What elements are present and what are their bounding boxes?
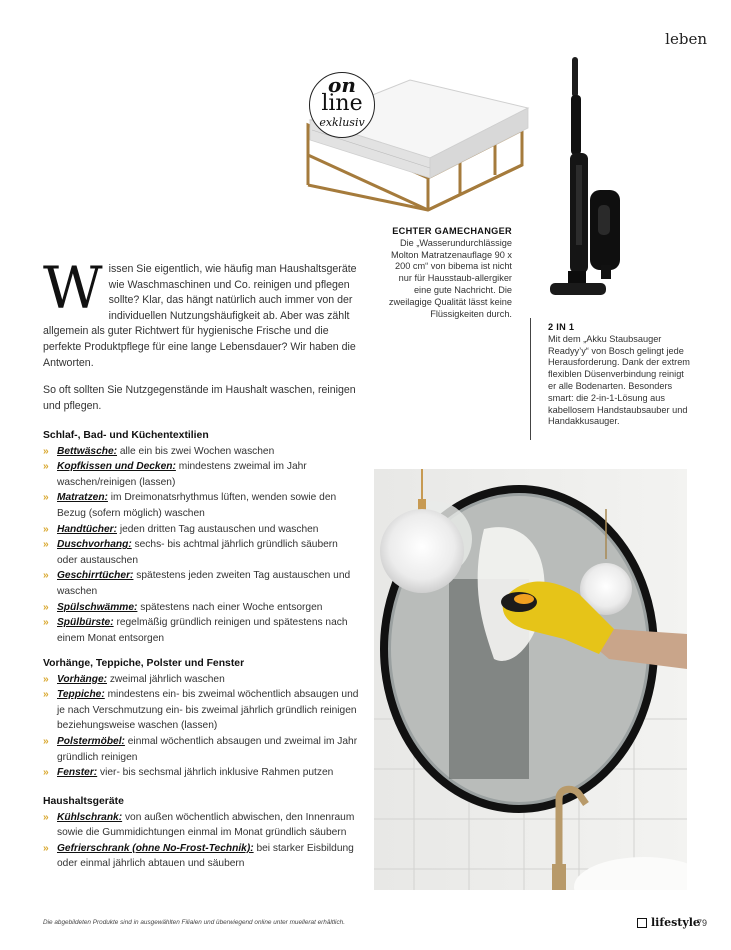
list-item: » Kopfkissen und Decken: mindestens zweimal im Jahr waschen/reinigen (lassen): [43, 461, 307, 488]
section-heading: Schlaf-, Bad- und Küchentextilien: [43, 430, 209, 441]
list-item: » Fenster: vier- bis sechsmal jährlich inklusive Rahmen putzen: [43, 765, 361, 781]
chevron-right-icon: »: [43, 673, 49, 685]
intro-text: issen Sie eigentlich, wie häufig man Haushaltsgeräte wie Waschmaschinen und Co. reinigen und pflegen sollte? Klar, das hängt natürlich auch immer von der individuellen Nutzungshäufigkeit ab. Aber was zählt allgemein als guter Richtwert für hygienische Frische und die perfekte Produktpflege für eine lange Lebensdauer? Wir haben die Antworten.: [43, 263, 357, 369]
product-caption-mattress: [380, 226, 512, 320]
chevron-right-icon: »: [43, 735, 49, 747]
list-item: » Bettwäsche: alle ein bis zwei Wochen waschen: [43, 444, 361, 460]
list-item: » Matratzen: im Dreimonatsrhythmus lüften, wenden sowie den Bezug (sofern möglich) waschen: [43, 492, 337, 519]
product-title: 2 IN 1: [548, 322, 575, 332]
product-caption-vacuum: [548, 322, 692, 428]
list-item: » Vorhänge: zweimal jährlich waschen: [43, 672, 361, 688]
section-heading: Vorhänge, Teppiche, Polster und Fenster: [43, 658, 245, 669]
chevron-right-icon: »: [43, 492, 49, 504]
chevron-right-icon: »: [43, 617, 49, 629]
section-heading: Haushaltsgeräte: [43, 796, 124, 807]
intro-subparagraph: So oft sollten Sie Nutzgegenstände im Haushalt waschen, reinigen und pflegen.: [43, 384, 356, 412]
intro-paragraph: [43, 254, 359, 371]
product-title: ECHTER GAMECHANGER: [392, 226, 512, 236]
list-item: » Spülschwämme: spätestens nach einer Woche entsorgen: [43, 600, 361, 616]
list-item: » Geschirrtücher: spätestens jeden zweiten Tag austauschen und waschen: [43, 570, 351, 597]
page-number: 79: [697, 918, 708, 928]
list-item: » Duschvorhang: sechs- bis achtmal jährlich gründlich säubern oder austauschen: [43, 539, 338, 566]
brand-name: lifestyle: [651, 916, 700, 929]
list-item: » Gefrierschrank (ohne No-Frost-Technik): bei starker Eisbildung oder einmal jährlich abtauen und säubern: [43, 842, 354, 870]
chevron-right-icon: »: [43, 539, 49, 551]
list-item: » Kühlschrank: von außen wöchentlich abwischen, den Innenraum sowie die Gummidichtungen einmal im Monat gründlich säubern: [43, 811, 355, 839]
chevron-right-icon: »: [43, 811, 49, 823]
section-label: leben: [665, 30, 707, 48]
badge-line-1: on: [328, 73, 356, 97]
section-appliances: [43, 794, 361, 872]
vacuum-product-image: [546, 55, 626, 310]
drop-cap: W: [43, 254, 103, 322]
chevron-right-icon: »: [43, 523, 49, 535]
product-description: Die „Wasserundurchlässige Molton Matratzenauflage 90 x 200 cm“ von bibema ist nicht nur für Hausstaub-allergiker eine gute Nachricht. Die zweilagige Qualität lässt keine Flüssigkeiten durch.: [388, 237, 512, 319]
section-curtains: [43, 656, 361, 781]
chevron-right-icon: »: [43, 689, 49, 701]
chevron-right-icon: »: [43, 842, 49, 854]
badge-line-2: line: [321, 91, 363, 116]
chevron-right-icon: »: [43, 601, 49, 613]
chevron-right-icon: »: [43, 767, 49, 779]
list-item: » Teppiche: mindestens ein- bis zweimal wöchentlich absaugen und je nach Verschmutzung ein- bis zweimal jährlich gründlich reinigen beziehungsweise waschen (lassen): [43, 689, 359, 732]
chevron-right-icon: »: [43, 570, 49, 582]
list-item: » Handtücher: jeden dritten Tag austauschen und waschen: [43, 522, 361, 538]
caption-divider: [530, 318, 531, 440]
list-item: » Spülbürste: regelmäßig gründlich reinigen und spätestens nach einem Monat entsorgen: [43, 617, 348, 644]
brand-logo-icon: [637, 918, 647, 928]
footnote: Die abgebildeten Produkte sind in ausgewählten Filialen und überwiegend online unter muellerat erhältlich.: [43, 919, 345, 926]
online-exclusive-badge: [309, 72, 375, 138]
badge-line-3: exklusiv: [319, 116, 365, 129]
product-description: Mit dem „Akku Staubsauger Readyy’y“ von Bosch gelingt jede Herausforderung. Dank der extrem flexiblen Düsenverbindung reinigt er alle Bodenarten. Besonders smart: die 2-in-1-Lösung aus kabellosem Handstaubsauber und Handakkusauger.: [548, 333, 690, 427]
section-textiles: [43, 428, 361, 646]
list-item: » Polstermöbel: einmal wöchentlich absaugen und zweimal im Jahr gründlich reinigen: [43, 735, 358, 763]
chevron-right-icon: »: [43, 461, 49, 473]
chevron-right-icon: »: [43, 445, 49, 457]
mirror-cleaning-photo: [374, 469, 687, 890]
